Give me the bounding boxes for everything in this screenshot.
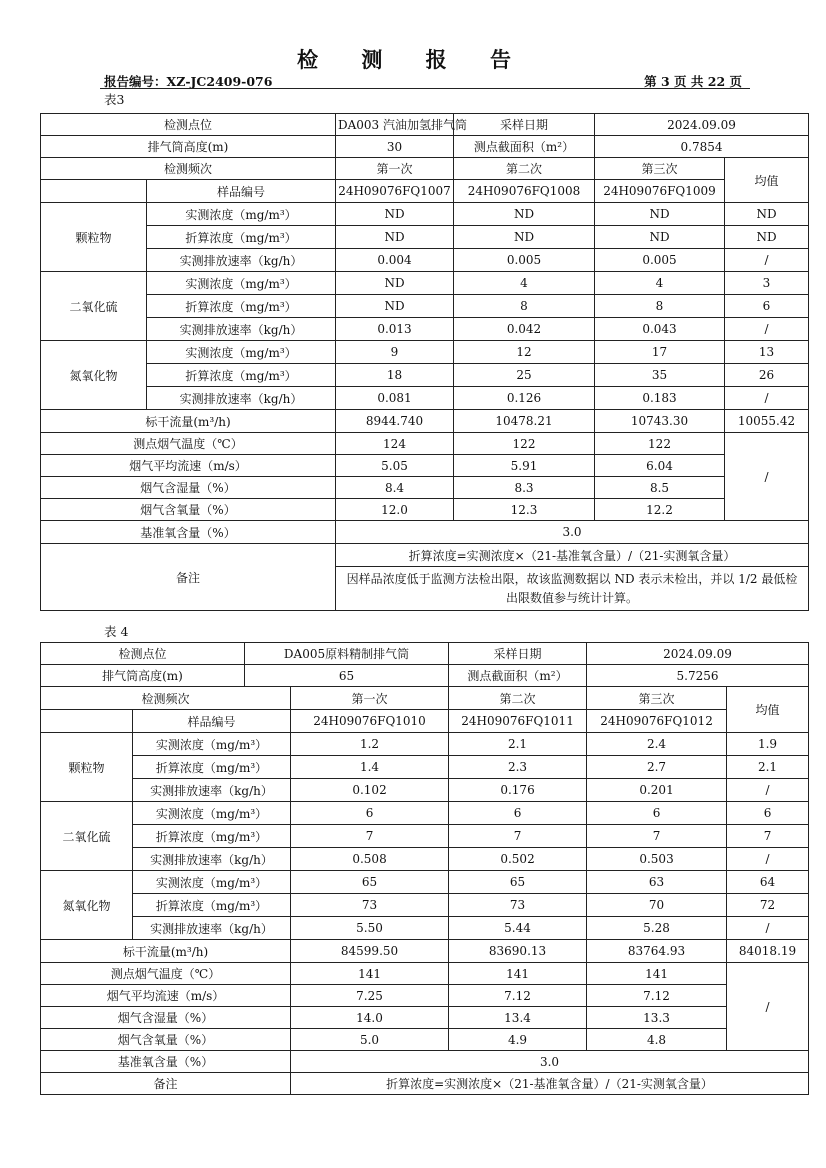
run-3-label: 第三次: [587, 687, 727, 710]
pollutant-name: 二氧化硫: [41, 802, 133, 871]
measure-item: 折算浓度（mg/m³）: [133, 894, 291, 917]
table3-row-base-o2: [41, 521, 809, 544]
measure-value: 9: [336, 341, 454, 364]
measure-value: ND: [336, 272, 454, 295]
run-3-label: 第三次: [595, 158, 725, 180]
table4-row-height: [41, 665, 809, 687]
sample-1: 24H09076FQ1007: [336, 180, 454, 203]
measure-value: 0.201: [587, 779, 727, 802]
measure-avg: 7: [727, 825, 809, 848]
measure-value: 70: [587, 894, 727, 917]
sample-3: 24H09076FQ1009: [595, 180, 725, 203]
table3-row-remark-1: [41, 544, 809, 567]
measure-item: 实测排放速率（kg/h）: [147, 387, 336, 410]
measure-value: 0.503: [587, 848, 727, 871]
measure-item: 折算浓度（mg/m³）: [147, 226, 336, 249]
height-value: 30: [336, 136, 454, 158]
param-value: 7.12: [449, 985, 587, 1007]
table-row: [41, 387, 809, 410]
flow-avg: 10055.42: [725, 410, 809, 433]
table-row: [41, 963, 809, 985]
param-label: 烟气平均流速（m/s）: [41, 455, 336, 477]
flow-2: 83690.13: [449, 940, 587, 963]
report-number: 报告编号：XZ-JC2409-076: [104, 74, 273, 89]
measure-avg: 6: [725, 295, 809, 318]
sample-label: 样品编号: [133, 710, 291, 733]
measure-item: 实测浓度（mg/m³）: [133, 802, 291, 825]
table-row: [41, 318, 809, 341]
area-value: 5.7256: [587, 665, 809, 687]
table-row: [41, 295, 809, 318]
measure-avg: 2.1: [727, 756, 809, 779]
table-row: [41, 364, 809, 387]
base-o2-value: 3.0: [336, 521, 809, 544]
measure-value: 0.005: [454, 249, 595, 272]
param-label: 烟气含湿量（%）: [41, 477, 336, 499]
measure-item: 实测浓度（mg/m³）: [133, 733, 291, 756]
measure-value: 73: [449, 894, 587, 917]
date-label: 采样日期: [454, 114, 595, 136]
measure-value: 0.176: [449, 779, 587, 802]
table-row: [41, 779, 809, 802]
sample-label: 样品编号: [147, 180, 336, 203]
measure-item: 实测排放速率（kg/h）: [133, 917, 291, 940]
measure-value: 6: [449, 802, 587, 825]
measure-value: 0.183: [595, 387, 725, 410]
measure-value: 0.502: [449, 848, 587, 871]
param-value: 4.9: [449, 1029, 587, 1051]
remark-formula: 折算浓度=实测浓度×（21-基准氧含量）/（21-实测氧含量）: [291, 1073, 809, 1095]
param-label: 测点烟气温度（℃）: [41, 963, 291, 985]
measure-item: 实测排放速率（kg/h）: [147, 249, 336, 272]
table3-label: 表3: [104, 92, 125, 107]
measure-item: 实测浓度（mg/m³）: [147, 272, 336, 295]
point-value: DA005原料精制排气筒: [245, 643, 449, 665]
flow-avg: 84018.19: [727, 940, 809, 963]
run-1-label: 第一次: [336, 158, 454, 180]
flow-3: 10743.30: [595, 410, 725, 433]
measure-value: 7: [449, 825, 587, 848]
flow-3: 83764.93: [587, 940, 727, 963]
measure-item: 实测浓度（mg/m³）: [147, 341, 336, 364]
avg-label: 均值: [727, 687, 809, 733]
measure-item: 实测浓度（mg/m³）: [147, 203, 336, 226]
measure-avg: /: [725, 249, 809, 272]
point-value: DA003 汽油加氢排气筒: [336, 114, 454, 136]
measure-value: 0.102: [291, 779, 449, 802]
remark-label: 备注: [41, 1073, 291, 1095]
table-row: [41, 226, 809, 249]
base-o2-label: 基准氧含量（%）: [41, 521, 336, 544]
height-label: 排气筒高度(m): [41, 136, 336, 158]
table-row: [41, 825, 809, 848]
table-row: [41, 455, 809, 477]
measure-value: 25: [454, 364, 595, 387]
date-label: 采样日期: [449, 643, 587, 665]
table-row: [41, 756, 809, 779]
measure-value: 7: [291, 825, 449, 848]
pollutant-name: 颗粒物: [41, 203, 147, 272]
measure-value: 65: [291, 871, 449, 894]
table-row: [41, 1007, 809, 1029]
sample-2: 24H09076FQ1011: [449, 710, 587, 733]
param-value: 12.0: [336, 499, 454, 521]
table-row: [41, 341, 809, 364]
param-value: 5.05: [336, 455, 454, 477]
point-label: 检测点位: [41, 643, 245, 665]
measure-value: 35: [595, 364, 725, 387]
measure-value: 0.004: [336, 249, 454, 272]
measure-value: ND: [336, 203, 454, 226]
table-row: [41, 203, 809, 226]
pollutant-name: 氮氧化物: [41, 871, 133, 940]
param-label: 烟气含湿量（%）: [41, 1007, 291, 1029]
param-value: 13.4: [449, 1007, 587, 1029]
param-value: 141: [587, 963, 727, 985]
measure-item: 实测排放速率（kg/h）: [147, 318, 336, 341]
measure-value: ND: [595, 203, 725, 226]
measure-item: 折算浓度（mg/m³）: [147, 364, 336, 387]
measure-value: 2.3: [449, 756, 587, 779]
table-row: [41, 499, 809, 521]
measure-value: 2.1: [449, 733, 587, 756]
flow-1: 8944.740: [336, 410, 454, 433]
measure-avg: 72: [727, 894, 809, 917]
table-row: [41, 917, 809, 940]
flow-2: 10478.21: [454, 410, 595, 433]
table4-row-sample: [41, 710, 809, 733]
param-value: 8.3: [454, 477, 595, 499]
param-label: 烟气含氧量（%）: [41, 1029, 291, 1051]
measure-value: 6: [291, 802, 449, 825]
pollutant-name: 二氧化硫: [41, 272, 147, 341]
measure-avg: /: [725, 387, 809, 410]
run-2-label: 第二次: [449, 687, 587, 710]
measure-value: 0.013: [336, 318, 454, 341]
measure-item: 实测浓度（mg/m³）: [133, 871, 291, 894]
sample-2: 24H09076FQ1008: [454, 180, 595, 203]
measure-value: 2.7: [587, 756, 727, 779]
measure-avg: /: [727, 779, 809, 802]
table-row: [41, 733, 809, 756]
page-indicator: 第 3 页 共 22 页: [644, 74, 742, 89]
measure-avg: 1.9: [727, 733, 809, 756]
height-value: 65: [245, 665, 449, 687]
param-value: 8.5: [595, 477, 725, 499]
param-value: 141: [449, 963, 587, 985]
param-value: 4.8: [587, 1029, 727, 1051]
table3: [40, 113, 809, 611]
run-2-label: 第二次: [454, 158, 595, 180]
measure-value: 5.44: [449, 917, 587, 940]
measure-value: ND: [454, 226, 595, 249]
pollutant-name: 颗粒物: [41, 733, 133, 802]
param-avg: /: [727, 963, 809, 1051]
measure-value: 65: [449, 871, 587, 894]
table4-label: 表 4: [104, 624, 129, 639]
param-value: 5.0: [291, 1029, 449, 1051]
measure-avg: /: [725, 318, 809, 341]
table4-row-base-o2: [41, 1051, 809, 1073]
area-value: 0.7854: [595, 136, 809, 158]
base-o2-label: 基准氧含量（%）: [41, 1051, 291, 1073]
measure-value: ND: [336, 226, 454, 249]
param-avg: /: [725, 433, 809, 521]
table4-row-flow: [41, 940, 809, 963]
measure-avg: /: [727, 917, 809, 940]
measure-value: 1.4: [291, 756, 449, 779]
measure-item: 实测排放速率（kg/h）: [133, 848, 291, 871]
table-row: [41, 433, 809, 455]
measure-avg: ND: [725, 203, 809, 226]
measure-value: ND: [454, 203, 595, 226]
measure-value: 17: [595, 341, 725, 364]
param-label: 测点烟气温度（℃）: [41, 433, 336, 455]
avg-label: 均值: [725, 158, 809, 203]
measure-avg: ND: [725, 226, 809, 249]
measure-avg: 26: [725, 364, 809, 387]
measure-avg: 64: [727, 871, 809, 894]
area-label: 测点截面积（m²）: [449, 665, 587, 687]
table3-row-height: [41, 136, 809, 158]
measure-avg: 6: [727, 802, 809, 825]
flow-1: 84599.50: [291, 940, 449, 963]
sample-1: 24H09076FQ1010: [291, 710, 449, 733]
date-value: 2024.09.09: [595, 114, 809, 136]
measure-avg: 13: [725, 341, 809, 364]
table3-row-sample: [41, 180, 809, 203]
measure-value: 0.081: [336, 387, 454, 410]
run-1-label: 第一次: [291, 687, 449, 710]
measure-value: 0.508: [291, 848, 449, 871]
measure-value: 5.28: [587, 917, 727, 940]
measure-value: 8: [595, 295, 725, 318]
measure-value: 7: [587, 825, 727, 848]
measure-item: 折算浓度（mg/m³）: [147, 295, 336, 318]
table-row: [41, 802, 809, 825]
param-value: 124: [336, 433, 454, 455]
param-value: 12.2: [595, 499, 725, 521]
freq-label: 检测频次: [41, 158, 336, 180]
param-value: 8.4: [336, 477, 454, 499]
remark-label: 备注: [41, 544, 336, 611]
measure-avg: 3: [725, 272, 809, 295]
measure-item: 实测排放速率（kg/h）: [133, 779, 291, 802]
sample-3: 24H09076FQ1012: [587, 710, 727, 733]
measure-value: ND: [336, 295, 454, 318]
measure-value: 0.043: [595, 318, 725, 341]
measure-value: 12: [454, 341, 595, 364]
height-label: 排气筒高度(m): [41, 665, 245, 687]
flow-label: 标干流量(m³/h): [41, 410, 336, 433]
measure-value: 0.042: [454, 318, 595, 341]
table4-row-point: [41, 643, 809, 665]
param-value: 141: [291, 963, 449, 985]
param-value: 12.3: [454, 499, 595, 521]
remark-note: 因样品浓度低于监测方法检出限，故该监测数据以 ND 表示未检出，并以 1/2 最低检出限数值参与统计计算。: [336, 567, 809, 611]
measure-value: 1.2: [291, 733, 449, 756]
area-label: 测点截面积（m²）: [454, 136, 595, 158]
param-value: 7.25: [291, 985, 449, 1007]
measure-value: 0.005: [595, 249, 725, 272]
table3-row-freq: [41, 158, 809, 180]
measure-value: 6: [587, 802, 727, 825]
remark-formula: 折算浓度=实测浓度×（21-基准氧含量）/（21-实测氧含量）: [336, 544, 809, 567]
pollutant-name: 氮氧化物: [41, 341, 147, 410]
table4: [40, 642, 809, 1095]
param-value: 7.12: [587, 985, 727, 1007]
freq-label: 检测频次: [41, 687, 291, 710]
table-row: [41, 272, 809, 295]
date-value: 2024.09.09: [587, 643, 809, 665]
measure-value: 18: [336, 364, 454, 387]
base-o2-value: 3.0: [291, 1051, 809, 1073]
table-row: [41, 249, 809, 272]
measure-value: 73: [291, 894, 449, 917]
measure-item: 折算浓度（mg/m³）: [133, 756, 291, 779]
measure-value: 2.4: [587, 733, 727, 756]
table3-row-point: [41, 114, 809, 136]
param-value: 122: [454, 433, 595, 455]
measure-avg: /: [727, 848, 809, 871]
param-label: 烟气平均流速（m/s）: [41, 985, 291, 1007]
table-row: [41, 848, 809, 871]
point-label: 检测点位: [41, 114, 336, 136]
table-row: [41, 985, 809, 1007]
param-value: 5.91: [454, 455, 595, 477]
table-row: [41, 477, 809, 499]
table3-row-flow: [41, 410, 809, 433]
table4-row-remark: [41, 1073, 809, 1095]
flow-label: 标干流量(m³/h): [41, 940, 291, 963]
measure-value: 5.50: [291, 917, 449, 940]
measure-value: 63: [587, 871, 727, 894]
param-value: 14.0: [291, 1007, 449, 1029]
param-value: 13.3: [587, 1007, 727, 1029]
measure-value: 4: [595, 272, 725, 295]
measure-value: ND: [595, 226, 725, 249]
measure-item: 折算浓度（mg/m³）: [133, 825, 291, 848]
measure-value: 0.126: [454, 387, 595, 410]
measure-value: 8: [454, 295, 595, 318]
param-label: 烟气含氧量（%）: [41, 499, 336, 521]
report-title: 检 测 报 告: [297, 47, 529, 72]
param-value: 122: [595, 433, 725, 455]
table-row: [41, 871, 809, 894]
table-row: [41, 894, 809, 917]
header-rule: [100, 88, 750, 89]
table-row: [41, 1029, 809, 1051]
table4-row-freq: [41, 687, 809, 710]
param-value: 6.04: [595, 455, 725, 477]
measure-value: 4: [454, 272, 595, 295]
